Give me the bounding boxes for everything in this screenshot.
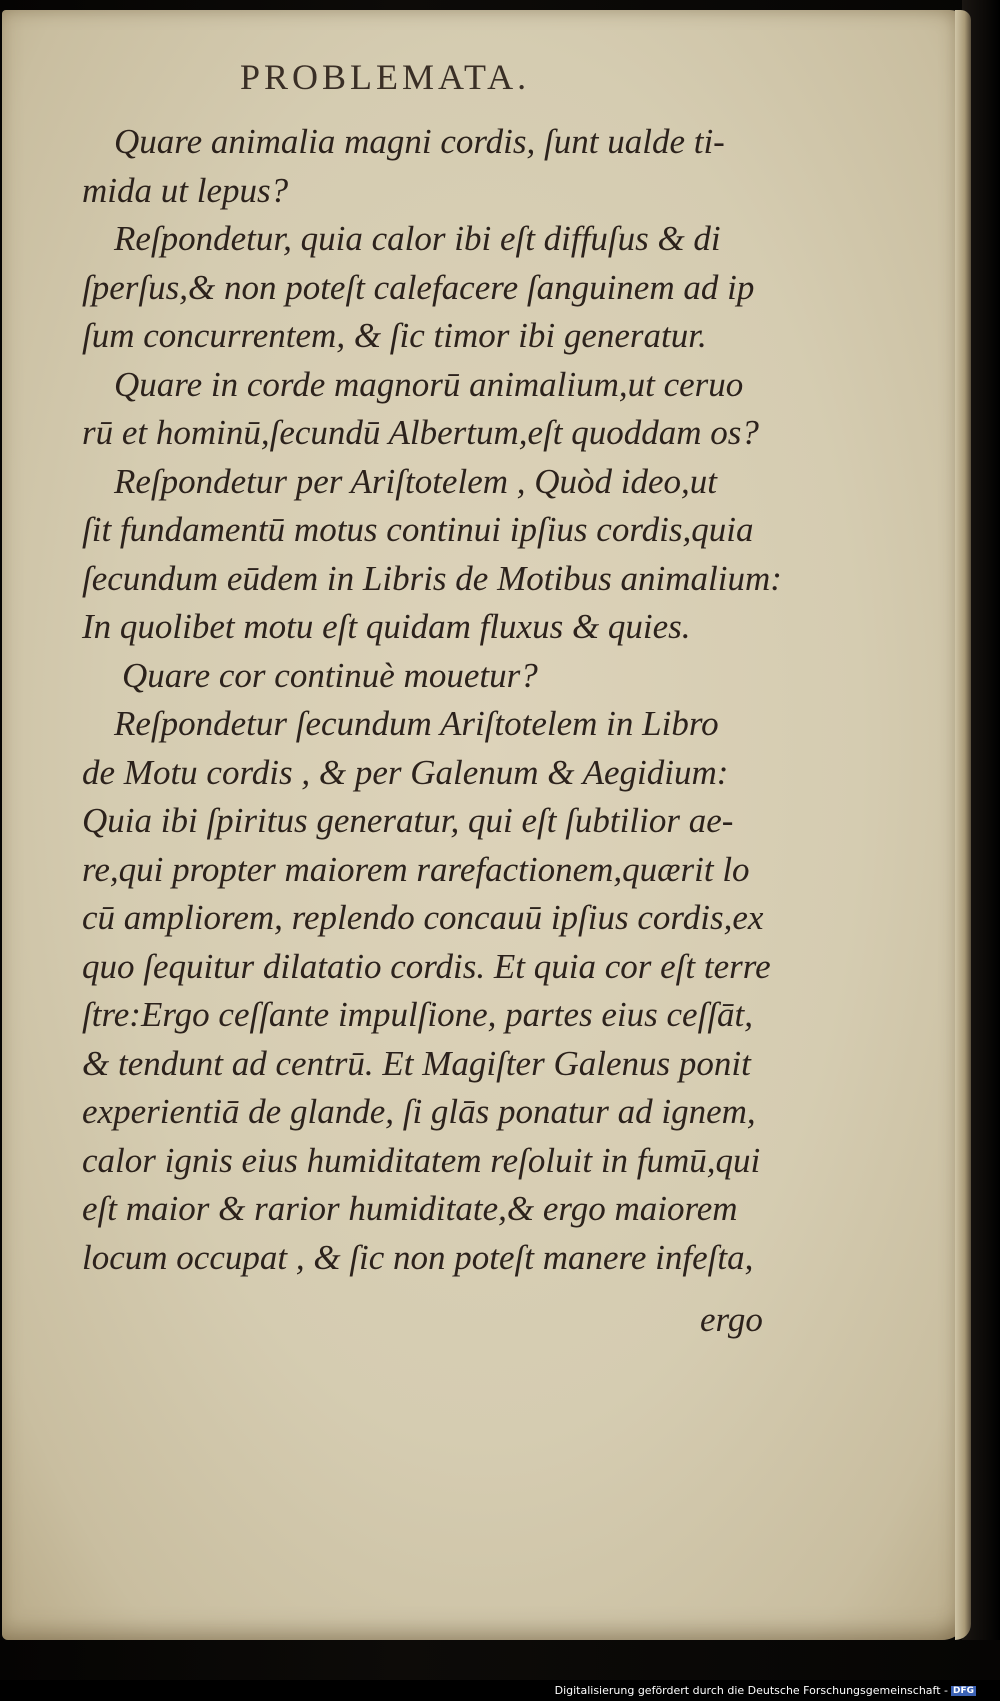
text-line: experientiā de glande, ſi glās ponatur ad ignem,	[82, 1092, 756, 1131]
catchword: ergo	[700, 1300, 763, 1339]
text-line: Quia ibi ſpiritus generatur, qui eſt ſubtilior ae-	[82, 801, 734, 840]
text-line: ſtre:Ergo ceſſante impulſione, partes eius ceſſāt,	[82, 995, 754, 1034]
text-line: Quare animalia magni cordis, ſunt ualde ti-	[114, 122, 725, 161]
text-line: quo ſequitur dilatatio cordis. Et quia cor eſt terre	[82, 946, 771, 986]
dfg-logo-icon: DFG	[952, 1686, 974, 1696]
footer-credit	[555, 1684, 976, 1697]
text-line: de Motu cordis , & per Galenum & Aegidium:	[82, 752, 729, 792]
text-line: Reſpondetur, quia calor ibi eſt diffuſus & di	[114, 219, 721, 258]
text-line: re,qui propter maiorem rarefactionem,quærit lo	[82, 849, 750, 889]
text-line: Reſpondetur ſecundum Ariſtotelem in Libro	[114, 704, 719, 743]
text-line: In quolibet motu eſt quidam fluxus & quies.	[82, 607, 691, 646]
text-line: ſecundum eūdem in Libris de Motibus animalium:	[82, 558, 782, 598]
text-line: mida ut lepus?	[82, 170, 289, 210]
text-line: ſum concurrentem, & ſic timor ibi generatur.	[82, 316, 707, 355]
text-line: ſit fundamentū motus continui ipſius cordis,quia	[82, 510, 754, 549]
footer-text: Digitalisierung gefördert durch die Deutsche Forschungsgemeinschaft -	[554, 1684, 948, 1697]
text-line: rū et hominū,ſecundū Albertum,eſt quoddam os?	[82, 413, 759, 452]
text-line: Quare cor continuè mouetur?	[122, 655, 538, 695]
running-head: PROBLEMATA.	[240, 57, 531, 97]
body-text	[82, 118, 782, 1282]
page-edge	[955, 10, 971, 1640]
text-line: Reſpondetur per Ariſtotelem , Quòd ideo,ut	[114, 461, 718, 501]
text-line: cū ampliorem, replendo concauū ipſius cordis,ex	[82, 898, 764, 937]
text-line: locum occupat , & ſic non poteſt manere infeſta,	[82, 1237, 754, 1277]
text-line: Quare in corde magnorū animalium,ut ceruo	[114, 364, 744, 404]
text-line: calor ignis eius humiditatem reſoluit in fumū,qui	[82, 1140, 761, 1180]
text-line: eſt maior & rarior humiditate,& ergo maiorem	[82, 1189, 738, 1228]
text-line: & tendunt ad centrū. Et Magiſter Galenus ponit	[82, 1043, 751, 1083]
text-line: ſperſus,& non poteſt calefacere ſanguinem ad ip	[82, 267, 755, 307]
